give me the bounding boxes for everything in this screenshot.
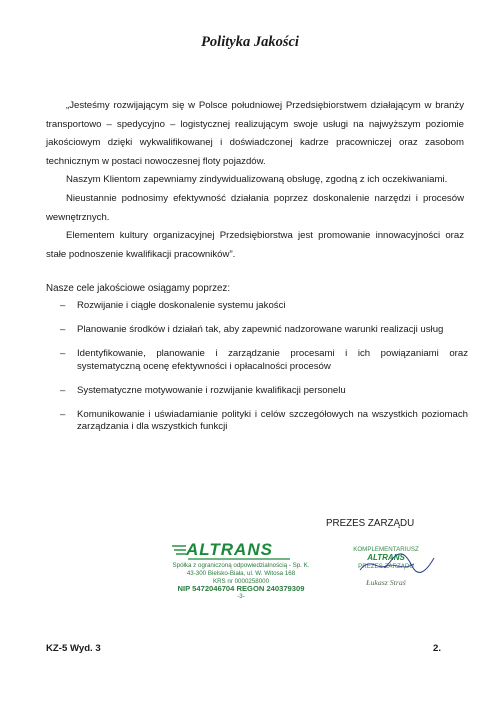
- dash-bullet: –: [60, 409, 66, 421]
- document-code: KZ-5 Wyd. 3: [46, 643, 101, 654]
- stamp-text: -3-: [237, 593, 245, 600]
- stamp-text: 43-300 Bielsko-Biała, ul. W. Witosa 168: [186, 570, 296, 577]
- stamp-text: NIP 5472046704 REGON 240379309: [177, 584, 305, 593]
- intro-paragraph: Naszym Klientom zapewniamy zindywidualizowaną obsługę, zgodną z ich oczekiwaniami.: [66, 174, 448, 186]
- dash-bullet: –: [60, 324, 66, 336]
- dash-bullet: –: [60, 348, 66, 360]
- page-number: 2.: [433, 643, 442, 654]
- goals-heading: Nasze cele jakościowe osiągamy poprzez:: [46, 283, 231, 294]
- signature-icon: [354, 550, 438, 578]
- stamp-name: Łukasz Straś: [366, 578, 406, 587]
- goal-text: Rozwijanie i ciągłe doskonalenie systemu jakości: [77, 300, 286, 311]
- document-title: Polityka Jakości: [201, 34, 299, 50]
- goal-text: Komunikowanie i uświadamianie polityki i celów szczegółowych na wszystkich poziomach zarządzania i dla wszystkich funkcji: [77, 409, 468, 433]
- stamp-text: Spółka z ograniczoną odpowiedzialnością - Sp. K.: [172, 562, 310, 569]
- president-stamp: [334, 546, 438, 596]
- goal-text: Planowanie środków i działań tak, aby zapewnić nadzorowane warunki realizacji usług: [77, 324, 444, 336]
- company-stamp: [166, 540, 316, 610]
- intro-paragraph: „Jesteśmy rozwijającym się w Polsce południowej Przedsiębiorstwem działającym w branży transportowo – spedycyjno – logistycznej realizującym swoje usługi na najwyższym poziomie jakościowym dzięki wykwalifikowanej i doświadczonej kadrze pracowniczej oraz zasobom technicznym w postaci nowoczesnej floty pojazdów.: [46, 100, 464, 167]
- goal-text: Systematyczne motywowanie i rozwijanie kwalifikacji personelu: [77, 384, 346, 396]
- intro-section: [46, 97, 464, 264]
- goal-item: [60, 348, 468, 372]
- stamp-logo: ALTRANS: [367, 553, 405, 562]
- goal-text: Identyfikowanie, planowanie i zarządzanie procesami i ich powiązaniami oraz systematyczną ocenę efektywności i opłacalności procesów: [77, 348, 468, 372]
- goal-item: [60, 324, 468, 336]
- signer-title: PREZES ZARZĄDU: [326, 518, 415, 529]
- goal-item: [60, 409, 468, 433]
- altrans-logo: ALTRANS: [186, 540, 273, 559]
- goal-item: [60, 385, 468, 397]
- stamp-text: KRS nr 0000258000: [212, 578, 270, 585]
- intro-paragraph: Nieustannie podnosimy efektywność działania poprzez doskonalenie narzędzi i procesów wewnętrznych.: [46, 192, 464, 223]
- stamp-text: KOMPLEMENTARIUSZ: [353, 546, 419, 553]
- dash-bullet: –: [60, 384, 66, 396]
- goal-item: [60, 300, 468, 312]
- stamp-text: PREZES ZARZĄDU: [358, 563, 414, 570]
- dash-bullet: –: [60, 300, 66, 311]
- goals-list: [60, 300, 468, 445]
- intro-paragraph: Elementem kultury organizacyjnej Przedsiębiorstwa jest promowanie innowacyjności oraz stałe podnoszenie kwalifikacji pracowników”.: [46, 230, 464, 260]
